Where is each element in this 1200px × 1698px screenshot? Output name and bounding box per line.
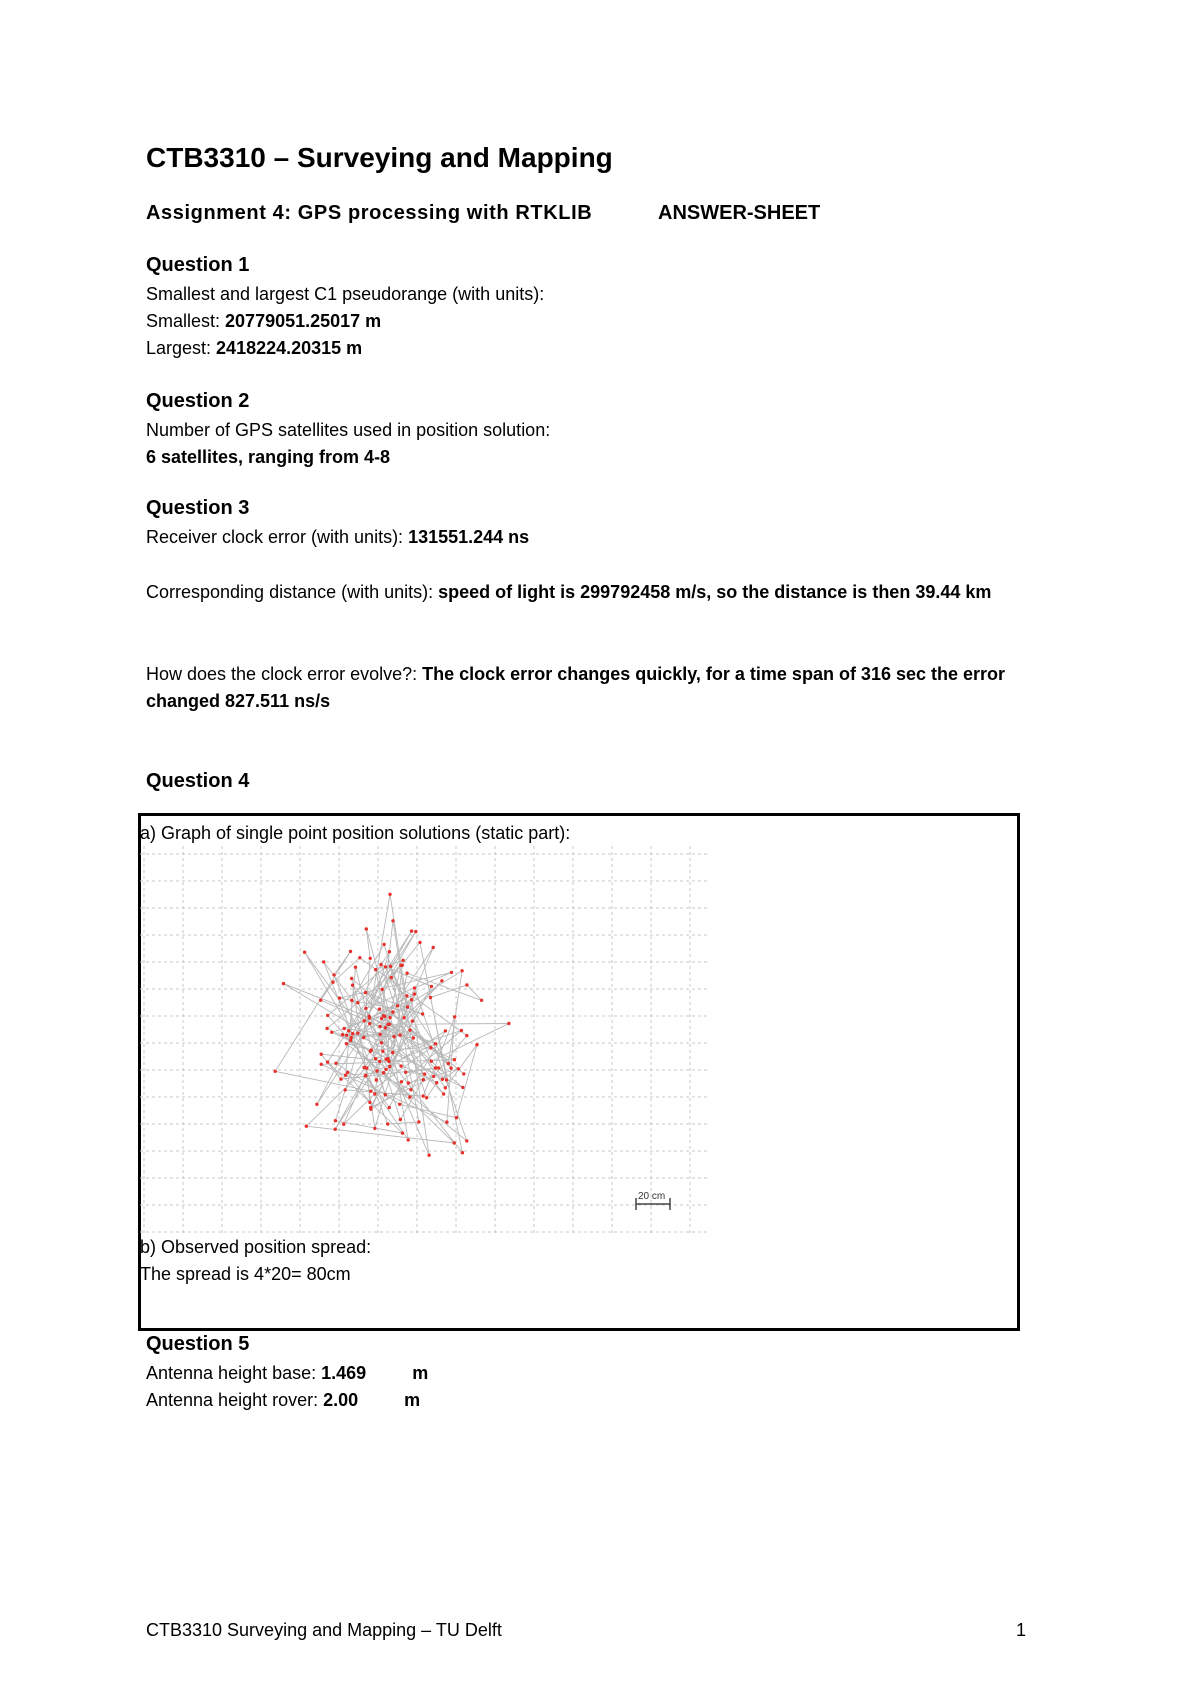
solution-point xyxy=(373,1127,376,1130)
solution-point xyxy=(453,1015,456,1018)
solution-point xyxy=(356,1001,359,1004)
solution-point xyxy=(382,1071,385,1074)
scale-bar xyxy=(636,1191,670,1210)
solution-point xyxy=(401,964,404,967)
q5-rover-label: Antenna height rover: xyxy=(146,1390,324,1410)
solution-point xyxy=(402,1016,405,1019)
q5-base-unit: m xyxy=(412,1363,429,1383)
position-solutions-plot xyxy=(140,846,708,1236)
solution-point xyxy=(388,893,391,896)
solution-point xyxy=(368,1022,371,1025)
solution-point xyxy=(330,1031,333,1034)
solution-point xyxy=(453,1058,456,1061)
solution-point xyxy=(429,996,432,999)
solution-point xyxy=(404,1071,407,1074)
solution-point xyxy=(369,1050,372,1053)
q5-base-label: Antenna height base: xyxy=(146,1363,322,1383)
solution-point xyxy=(462,1072,465,1075)
solution-point xyxy=(407,1081,410,1084)
solution-point xyxy=(435,1081,438,1084)
solution-point xyxy=(400,1080,403,1083)
solution-point xyxy=(417,1120,420,1123)
solution-point xyxy=(326,1014,329,1017)
solution-point xyxy=(422,1078,425,1081)
solution-point xyxy=(455,1116,458,1119)
solution-point xyxy=(430,985,433,988)
solution-point xyxy=(412,1036,415,1039)
solution-point xyxy=(320,1053,323,1056)
q5-rover-unit: m xyxy=(404,1390,421,1410)
solution-point xyxy=(345,1042,348,1045)
solution-point xyxy=(434,1042,437,1045)
solution-point xyxy=(343,1027,346,1030)
solution-point xyxy=(398,1033,401,1036)
solution-point xyxy=(441,1078,444,1081)
solution-point xyxy=(364,1074,367,1077)
q3-clock xyxy=(146,524,529,551)
solution-point xyxy=(410,929,413,932)
q5-rover xyxy=(146,1387,420,1414)
solution-point xyxy=(392,1035,395,1038)
q1-largest-label: Largest: xyxy=(146,338,217,358)
question-1-heading: Question 1 xyxy=(146,254,250,276)
question-2-body xyxy=(146,417,550,471)
q5-rover-value: 2.00 xyxy=(323,1390,359,1410)
solution-point xyxy=(356,1031,359,1034)
solution-point xyxy=(379,1033,382,1036)
solution-point xyxy=(391,919,394,922)
solution-point xyxy=(461,1151,464,1154)
question-4-heading: Question 4 xyxy=(146,770,250,792)
solution-point xyxy=(384,1093,387,1096)
page-title: CTB3310 – Surveying and Mapping xyxy=(146,142,613,173)
solution-point xyxy=(382,943,385,946)
answer-sheet-label: ANSWER-SHEET xyxy=(658,202,821,224)
solution-point xyxy=(365,927,368,930)
solution-point xyxy=(331,981,334,984)
solution-point xyxy=(388,1016,391,1019)
q3-distance xyxy=(146,579,1066,606)
solution-point xyxy=(374,1057,377,1060)
solution-point xyxy=(423,1072,426,1075)
q4-spread-label: b) Observed position spread: xyxy=(140,1237,372,1257)
solution-point xyxy=(349,1039,352,1042)
q1-smallest-label: Smallest: xyxy=(146,311,226,331)
question-1-body xyxy=(146,281,544,362)
solution-point xyxy=(444,1086,447,1089)
solution-point xyxy=(368,1016,371,1019)
q3-distance-value: speed of light is 299792458 m/s, so the distance is then 39.44 km xyxy=(438,582,992,602)
solution-point xyxy=(405,972,408,975)
solution-point xyxy=(422,1094,425,1097)
solution-point xyxy=(396,1004,399,1007)
solution-point xyxy=(406,1005,409,1008)
q1-largest-value: 2418224.20315 m xyxy=(216,338,363,358)
solution-point xyxy=(461,1086,464,1089)
solution-point xyxy=(453,1141,456,1144)
solution-point xyxy=(274,1070,277,1073)
solution-point xyxy=(432,946,435,949)
solution-point xyxy=(346,1071,349,1074)
solution-point xyxy=(334,1119,337,1122)
solution-point xyxy=(427,1154,430,1157)
solution-track-line xyxy=(275,894,509,1155)
solution-point xyxy=(364,1007,367,1010)
solution-point xyxy=(334,1062,337,1065)
solution-point xyxy=(442,1092,445,1095)
solution-point xyxy=(384,1068,387,1071)
solution-point xyxy=(381,1050,384,1053)
q3-clock-label: Receiver clock error (with units): xyxy=(146,527,409,547)
solution-point xyxy=(375,1078,378,1081)
solution-point xyxy=(465,1034,468,1037)
solution-point xyxy=(351,984,354,987)
page-number: 1 xyxy=(1016,1620,1027,1640)
solution-point xyxy=(429,1046,432,1049)
solution-point xyxy=(378,1025,381,1028)
solution-point xyxy=(350,999,353,1002)
q3-evolve xyxy=(146,661,1066,715)
solution-point xyxy=(322,960,325,963)
solution-point xyxy=(384,965,387,968)
solution-point xyxy=(401,1131,404,1134)
solution-point xyxy=(364,991,367,994)
solution-point xyxy=(450,971,453,974)
solution-point xyxy=(374,968,377,971)
solution-point xyxy=(388,1106,391,1109)
q2-answer-value: 6 satellites, ranging from 4-8 xyxy=(146,447,391,467)
solution-point xyxy=(380,1017,383,1020)
solution-point xyxy=(282,982,285,985)
q5-base xyxy=(146,1360,428,1387)
solution-point xyxy=(411,1019,414,1022)
solution-point xyxy=(409,1088,412,1091)
solution-point xyxy=(350,1036,353,1039)
solution-point xyxy=(401,959,404,962)
solution-point xyxy=(379,963,382,966)
solution-point xyxy=(375,1069,378,1072)
solution-point xyxy=(334,1128,337,1131)
solution-point xyxy=(363,1019,366,1022)
solution-point xyxy=(387,1060,390,1063)
solution-point xyxy=(398,1103,401,1106)
solution-point xyxy=(407,1138,410,1141)
q1-smallest-value: 20779051.25017 m xyxy=(225,311,382,331)
solution-point xyxy=(391,1051,394,1054)
solution-point xyxy=(382,1014,385,1017)
q2-answer xyxy=(146,444,550,471)
q1-largest xyxy=(146,335,544,362)
question-3-heading: Question 3 xyxy=(146,497,250,519)
solution-point xyxy=(354,966,357,969)
solution-point xyxy=(332,973,335,976)
q1-prompt: Smallest and largest C1 pseudorange (with units): xyxy=(146,284,545,304)
solution-point xyxy=(460,969,463,972)
solution-point xyxy=(389,965,392,968)
solution-point xyxy=(386,1122,389,1125)
solution-point xyxy=(465,1139,468,1142)
q1-smallest xyxy=(146,308,544,335)
solution-point xyxy=(380,1041,383,1044)
solution-point xyxy=(368,1101,371,1104)
solution-point xyxy=(319,999,322,1002)
question-2-heading: Question 2 xyxy=(146,390,250,412)
solution-point xyxy=(326,1060,329,1063)
solution-point xyxy=(362,1036,365,1039)
q4-graph-label: a) Graph of single point position solutions (static part): xyxy=(140,823,571,843)
solution-point xyxy=(408,1028,411,1031)
solution-point xyxy=(351,1032,354,1035)
q3-clock-value: 131551.244 ns xyxy=(408,527,530,547)
solution-point xyxy=(388,1065,391,1068)
solution-point xyxy=(457,1067,460,1070)
solution-point xyxy=(445,1078,448,1081)
solution-point xyxy=(350,977,353,980)
solution-point xyxy=(449,1066,452,1069)
solution-point xyxy=(349,950,352,953)
solution-point xyxy=(388,950,391,953)
solution-point xyxy=(384,1026,387,1029)
solution-point xyxy=(386,1023,389,1026)
solution-point xyxy=(430,1060,433,1063)
q5-base-value: 1.469 xyxy=(321,1363,367,1383)
q3-distance-label: Corresponding distance (with units): xyxy=(146,582,439,602)
solution-tracks xyxy=(275,894,509,1155)
solution-point xyxy=(378,1007,381,1010)
solution-point xyxy=(320,1063,323,1066)
solution-point xyxy=(325,1027,328,1030)
question-5-heading: Question 5 xyxy=(146,1333,250,1355)
solution-point xyxy=(445,1120,448,1123)
solution-point xyxy=(365,1066,368,1069)
solution-point xyxy=(341,1033,344,1036)
solution-point xyxy=(315,1103,318,1106)
solution-point xyxy=(345,1034,348,1037)
solution-point xyxy=(344,1074,347,1077)
solution-point xyxy=(465,983,468,986)
solution-point xyxy=(339,1077,342,1080)
solution-point xyxy=(369,1090,372,1093)
solution-point xyxy=(358,956,361,959)
solution-point xyxy=(399,1118,402,1121)
solution-point xyxy=(378,1060,381,1063)
solution-point xyxy=(444,1029,447,1032)
position-scatter-svg xyxy=(140,846,708,1236)
solution-point xyxy=(369,1108,372,1111)
solution-point xyxy=(421,1012,424,1015)
solution-point xyxy=(507,1022,510,1025)
q2-prompt: Number of GPS satellites used in position solution: xyxy=(146,420,551,440)
solution-point xyxy=(447,1062,450,1065)
solution-point xyxy=(425,1096,428,1099)
solution-point xyxy=(405,994,408,997)
solution-point xyxy=(440,979,443,982)
solution-point xyxy=(391,1010,394,1013)
solution-point xyxy=(410,998,413,1001)
solution-point xyxy=(475,1043,478,1046)
solution-point xyxy=(437,1066,440,1069)
scale-bar-label: 20 cm xyxy=(638,1191,666,1202)
solution-point xyxy=(381,988,384,991)
solution-point xyxy=(408,1095,411,1098)
solution-point xyxy=(344,1088,347,1091)
solution-point xyxy=(342,1123,345,1126)
solution-point xyxy=(413,992,416,995)
solution-point xyxy=(414,930,417,933)
solution-point xyxy=(413,986,416,989)
solution-point xyxy=(369,957,372,960)
solution-point xyxy=(338,996,341,999)
solution-point xyxy=(460,1029,463,1032)
q3-evolve-value: The clock error changes quickly, for a time span of 316 sec the error changed 827.511 ns/s xyxy=(146,664,1006,711)
q3-evolve-label: How does the clock error evolve?: xyxy=(146,664,423,684)
q4-spread-value: The spread is 4*20= 80cm xyxy=(140,1264,351,1284)
solution-point xyxy=(347,1029,350,1032)
solution-point xyxy=(480,999,483,1002)
solution-point xyxy=(373,1092,376,1095)
solution-point xyxy=(418,941,421,944)
solution-point xyxy=(390,976,393,979)
solution-point xyxy=(432,1075,435,1078)
page-footer: CTB3310 Surveying and Mapping – TU Delft xyxy=(146,1620,502,1640)
assignment-subtitle: Assignment 4: GPS processing with RTKLIB xyxy=(146,202,593,224)
solution-point xyxy=(399,1064,402,1067)
solution-point xyxy=(305,1125,308,1128)
solution-point xyxy=(303,951,306,954)
solution-point xyxy=(434,1066,437,1069)
